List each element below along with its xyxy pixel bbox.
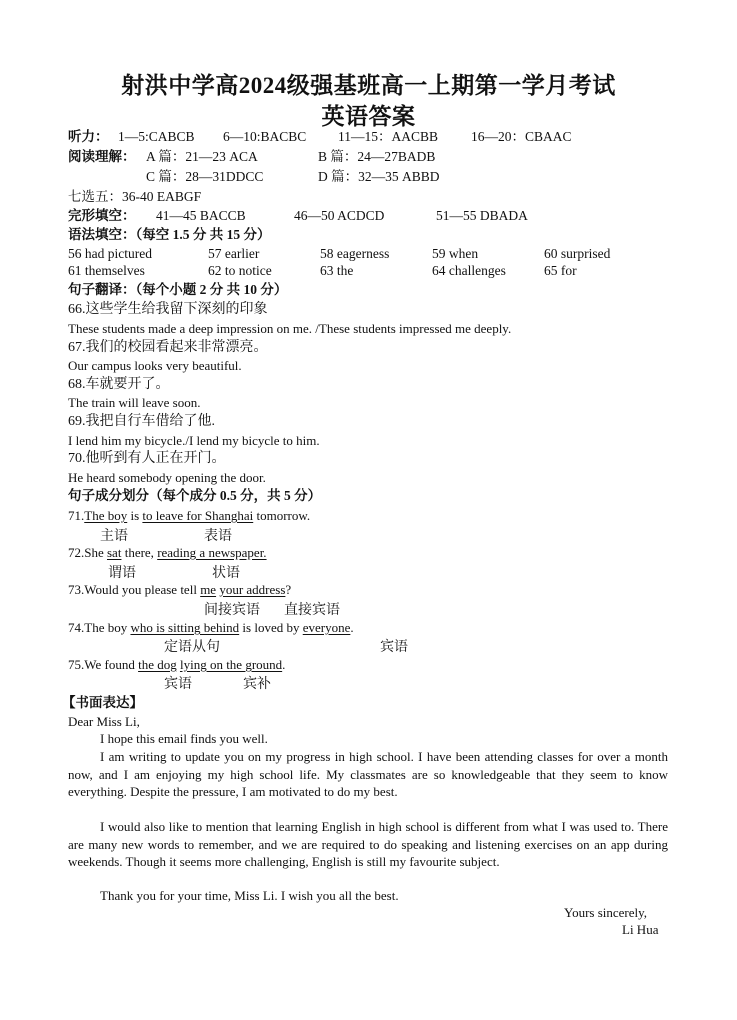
sentence-number: 71. (68, 508, 85, 523)
reading-passage-b: B 篇：24—27BADB (318, 149, 436, 164)
label-attributive-clause: 定语从句 (164, 640, 220, 655)
sentence-text: Would you please tell (84, 582, 201, 597)
sentence-73 (68, 581, 291, 599)
label-object: 宾语 (164, 677, 192, 692)
adverbial-part: reading a newspaper. (157, 545, 267, 560)
translation-answer-66: These students made a deep impression on me. /These students impressed me deeply. (68, 321, 512, 336)
translation-question-70: 70.他听到有人正在开门。 (68, 451, 226, 466)
translation-answer-70: He heard somebody opening the door. (68, 470, 266, 485)
label-predicate: 谓语 (108, 566, 136, 581)
letter-paragraph-1 (68, 730, 668, 748)
letter-paragraph-3 (68, 818, 668, 871)
translation-answer-67: Our campus looks very beautiful. (68, 358, 242, 373)
letter-greeting: Dear Miss Li, (68, 714, 140, 729)
label-indirect-object: 间接宾语 (204, 603, 260, 618)
cloze-group-2: 46—50 ACDCD (294, 208, 385, 223)
grammar-answer: 61 themselves (68, 263, 145, 278)
translation-answer-69: I lend him my bicycle./I lend my bicycle to him. (68, 433, 320, 448)
document-title: 射洪中学高2024级强基班高一上期第一学月考试 (121, 73, 616, 98)
sentence-text: . (282, 657, 286, 672)
sentence-analysis-label: 句子成分划分（每个成分 0.5 分，共 5 分） (68, 488, 322, 503)
sentence-text: ? (285, 582, 292, 597)
listening-group-4: 16—20：CBAAC (471, 129, 572, 144)
letter-signature: Li Hua (622, 922, 659, 937)
grammar-answer: 58 eagerness (320, 246, 390, 261)
cloze-group-3: 51—55 DBADA (436, 208, 528, 223)
reading-passage-c: C 篇：28—31DDCC (146, 169, 264, 184)
sentence-text: She (84, 545, 107, 560)
writing-label: 【书面表达】 (62, 695, 143, 710)
label-direct-object: 直接宾语 (284, 603, 340, 618)
grammar-answer: 64 challenges (432, 263, 506, 278)
listening-group-1: 1—5:CABCB (118, 129, 195, 144)
sentence-71 (68, 507, 310, 525)
paragraph-text: I would also like to mention that learning English in high school is different from what I was used to. There are many new words to remember, and we are required to do speaking and listening exercises on an app during weekends. Though it seems more challenging, English is still my favourite subject. (68, 819, 668, 869)
listening-group-2: 6—10:BACBC (223, 129, 307, 144)
predicate-part: sat (107, 545, 122, 560)
listening-label: 听力： (68, 129, 109, 144)
sentence-number: 72. (68, 545, 85, 560)
sentence-text: is loved by (239, 620, 303, 635)
reading-label: 阅读理解： (68, 149, 136, 164)
sentence-72 (68, 544, 267, 562)
direct-object-part: your address (219, 582, 286, 597)
sentence-number: 73. (68, 582, 85, 597)
reading-passage-a: A 篇：21—23 ACA (146, 149, 258, 164)
cloze-group-1: 41—45 BACCB (156, 208, 246, 223)
translation-question-67: 67.我们的校园看起来非常漂亮。 (68, 340, 268, 355)
grammar-answer: 59 when (432, 246, 479, 261)
sentence-75 (68, 656, 285, 674)
sentence-number: 74. (68, 620, 85, 635)
translation-question-68: 68.车就要开了。 (68, 377, 170, 392)
grammar-answer: 63 the (320, 263, 354, 278)
sentence-text: The boy (84, 620, 131, 635)
subject-part: The boy (84, 508, 128, 523)
grammar-label: 语法填空：（每空 1.5 分 共 15 分） (68, 227, 271, 242)
letter-paragraph-4 (68, 887, 668, 905)
document-subtitle: 英语答案 (321, 104, 416, 129)
label-subject: 主语 (100, 529, 128, 544)
paragraph-text: I am writing to update you on my progress in high school. I have been attending classes for over a month now, and I am enjoying my high school life. My classmates are so knowledgeable that they seem to know everything. Despite the pressure, I am motivated to do my best. (68, 749, 668, 799)
indirect-object-part: me (200, 582, 217, 597)
object-complement-part: lying on the ground (179, 657, 283, 672)
grammar-answer: 65 for (544, 263, 577, 278)
object-part: the dog (138, 657, 177, 672)
paragraph-text: I hope this email finds you well. (100, 731, 268, 746)
seven-choose-five: 七选五：36-40 EABGF (68, 189, 202, 204)
sentence-text: We found (84, 657, 139, 672)
sentence-text: tomorrow. (253, 508, 311, 523)
listening-group-3: 11—15：AACBB (338, 129, 439, 144)
label-adverbial: 状语 (212, 566, 240, 581)
translation-question-66: 66.这些学生给我留下深刻的印象 (68, 302, 268, 317)
sentence-text: is (127, 508, 143, 523)
paragraph-text: Thank you for your time, Miss Li. I wish you all the best. (100, 888, 399, 903)
translation-label: 句子翻译：（每个小题 2 分 共 10 分） (68, 282, 288, 297)
letter-paragraph-2 (68, 748, 668, 801)
translation-answer-68: The train will leave soon. (68, 395, 201, 410)
grammar-answer: 62 to notice (208, 263, 272, 278)
grammar-answer: 56 had pictured (68, 246, 152, 261)
sentence-text: there, (121, 545, 158, 560)
grammar-answer: 60 surprised (544, 246, 611, 261)
sentence-74 (68, 619, 354, 637)
predicative-part: to leave for Shanghai (142, 508, 254, 523)
attributive-clause-part: who is sitting behind (130, 620, 240, 635)
label-predicative: 表语 (204, 529, 232, 544)
label-object: 宾语 (380, 640, 408, 655)
grammar-answer: 57 earlier (208, 246, 260, 261)
label-object-complement: 宾补 (243, 677, 271, 692)
object-part: everyone (302, 620, 351, 635)
sentence-text: . (350, 620, 354, 635)
sentence-number: 75. (68, 657, 85, 672)
letter-closing: Yours sincerely, (564, 905, 648, 920)
cloze-label: 完形填空： (68, 208, 136, 223)
translation-question-69: 69.我把自行车借给了他. (68, 414, 215, 429)
reading-passage-d: D 篇：32—35 ABBD (318, 169, 440, 184)
